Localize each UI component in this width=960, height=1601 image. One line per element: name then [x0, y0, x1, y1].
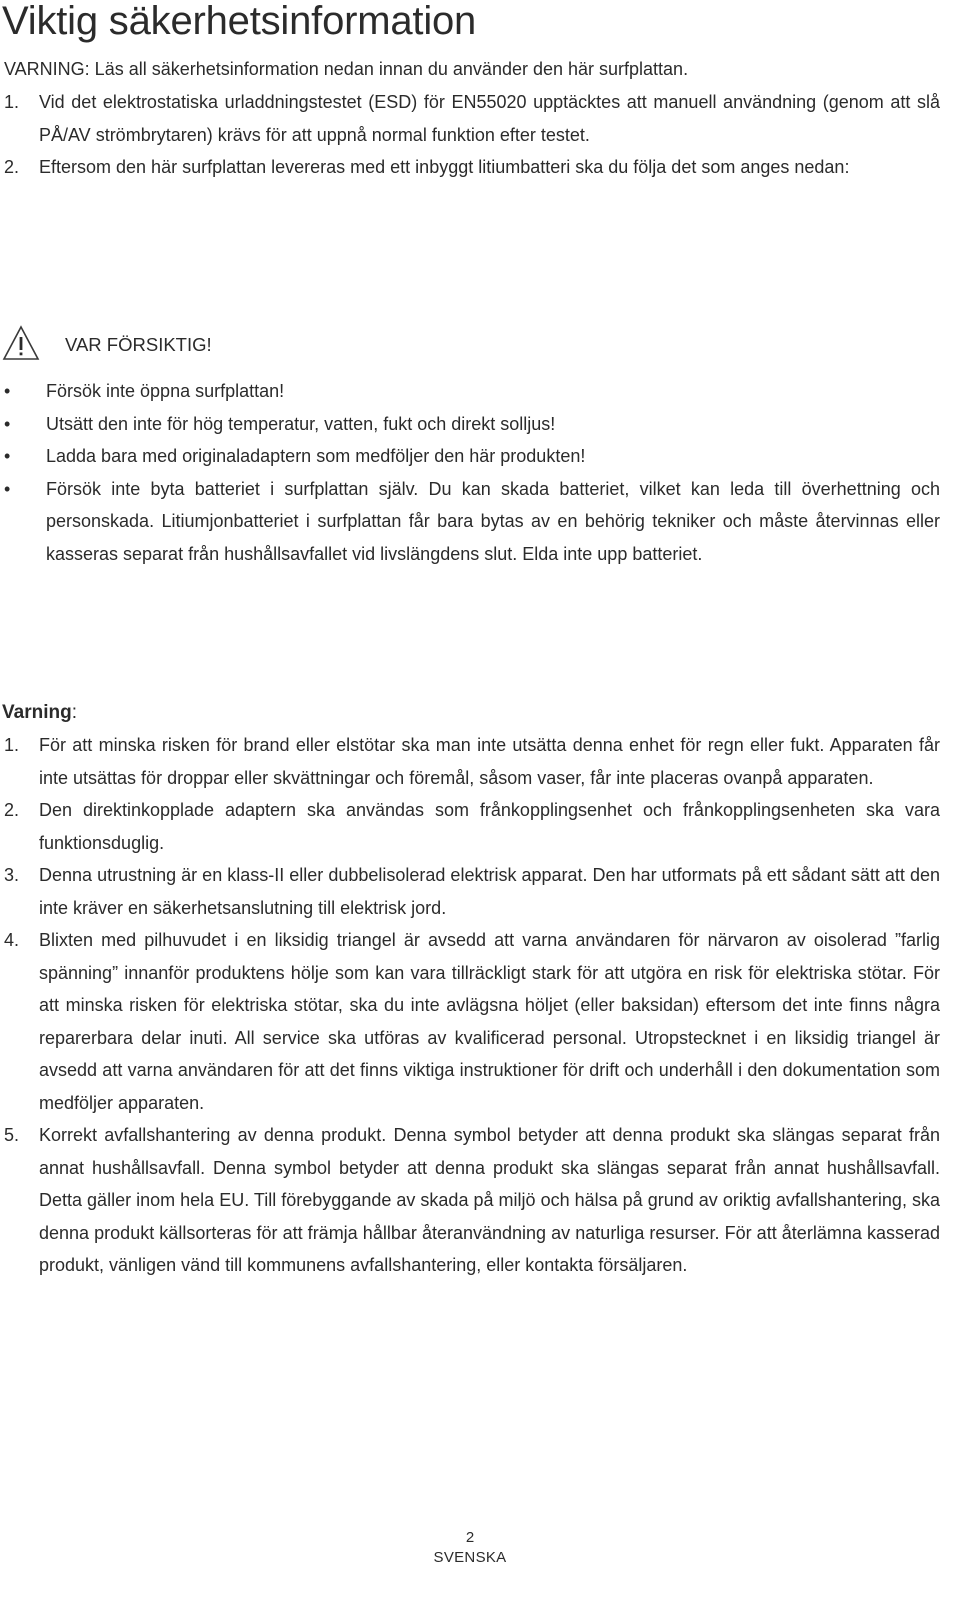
intro-numbered-list: [0, 86, 940, 184]
list-item: [0, 473, 940, 571]
list-item: [0, 1119, 940, 1282]
list-item: [0, 924, 940, 1119]
item-number: 5.: [4, 1125, 20, 1145]
caution-block: [2, 323, 212, 363]
list-item: [0, 375, 940, 408]
item-text: Denna utrustning är en klass-II eller dubbelisolerad elektrisk apparat. Den har utformats på ett sådant sätt att den inte kräver en säkerhetsanslutning till elektrisk jord.: [39, 865, 940, 918]
battery-bullet-list: [0, 375, 940, 570]
item-text: Försök inte öppna surfplattan!: [46, 381, 285, 401]
item-text: Utsätt den inte för hög temperatur, vatten, fukt och direkt solljus!: [46, 413, 556, 434]
intro-warning: VARNING: Läs all säkerhetsinformation nedan innan du använder den här surfplattan.: [4, 59, 689, 79]
varning-heading: [2, 700, 77, 726]
item-number: 4.: [4, 930, 20, 950]
item-text: Den direktinkopplade adaptern ska användas som frånkopplingsenhet och frånkopplingsenheten ska vara funktionsduglig.: [39, 800, 940, 853]
bullet: •: [4, 413, 11, 434]
bullet: •: [4, 478, 11, 499]
list-item: [0, 729, 940, 794]
list-item: [0, 86, 940, 151]
language-label: SVENSKA: [433, 1549, 507, 1566]
varning-numbered-list: [0, 729, 940, 1282]
bullet: •: [4, 381, 11, 401]
item-number: 2.: [4, 157, 20, 177]
item-text: Blixten med pilhuvudet i en liksidig triangel är avsedd att varna användaren för närvaron av oisolerad ”farlig spänning” innanför produktens hölje som kan vara tillräckligt stark för att utgöra en risk för elektriska stötar. För att minska risken för elektriska stötar, ska du inte avlägsna höljet (eller baksidan) eftersom det inte finns några reparerbara delar inuti. All service ska utföras av kvalificerad personal. Utropstecknet i en liksidig triangel är avsedd att varna användaren för att det finns viktiga instruktioner för drift och underhåll i den dokumentation som medföljer apparaten.: [39, 930, 940, 1113]
list-item: [0, 151, 940, 184]
varning-heading-label: Varning: [2, 702, 72, 723]
item-text: Eftersom den här surfplattan levereras med ett inbyggt litiumbatteri ska du följa det som anges nedan:: [39, 157, 850, 177]
list-item: [0, 440, 940, 473]
list-item: [0, 859, 940, 924]
item-text: Korrekt avfallshantering av denna produkt. Denna symbol betyder att denna produkt ska slängas separat från annat hushållsavfall. Denna symbol betyder att denna produkt ska slängas separat från annat hushållsavfall. Detta gäller inom hela EU. Till förebyggande av skada på miljö och hälsa på grund av oriktig avfallshantering, ska denna produkt källsorteras för att främja hållbar återanvändning av naturliga resurser. För att återlämna kasserad produkt, vänligen vänd till kommunens avfallshantering, eller kontakta försäljaren.: [39, 1125, 940, 1275]
item-text: Ladda bara med originaladaptern som medföljer den här produkten!: [46, 446, 586, 466]
warning-triangle-icon: [2, 324, 40, 362]
page-title: Viktig säkerhetsinformation: [2, 0, 477, 43]
page-number: 2: [465, 1529, 475, 1546]
item-text: Försök inte byta batteriet i surfplattan själv. Du kan skada batteriet, vilket kan leda till överhettning och personskada. Litiumjonbatteriet i surfplattan får bara bytas av en behörig tekniker och måste återvinnas eller kasseras separat från hushållsavfallet vid livslängdens slut. Elda inte upp batteriet.: [46, 478, 940, 564]
bullet: •: [4, 446, 11, 466]
item-number: 1.: [4, 92, 20, 112]
item-number: 1.: [4, 735, 20, 755]
item-number: 3.: [4, 865, 20, 885]
list-item: [0, 408, 940, 441]
item-text: Vid det elektrostatiska urladdningstestet (ESD) för EN55020 upptäcktes att manuell användning (genom att slå PÅ/AV strömbrytaren) krävs för att uppnå normal funktion efter testet.: [39, 92, 940, 145]
item-text: För att minska risken för brand eller elstötar ska man inte utsätta denna enhet för regn eller fukt. Apparaten får inte utsättas för droppar eller skvättningar och föremål, såsom vaser, får inte placeras ovanpå apparaten.: [39, 735, 940, 788]
item-number: 2.: [4, 800, 20, 820]
list-item: [0, 794, 940, 859]
caution-label: VAR FÖRSIKTIG!: [65, 334, 212, 355]
varning-heading-colon: :: [71, 702, 77, 723]
